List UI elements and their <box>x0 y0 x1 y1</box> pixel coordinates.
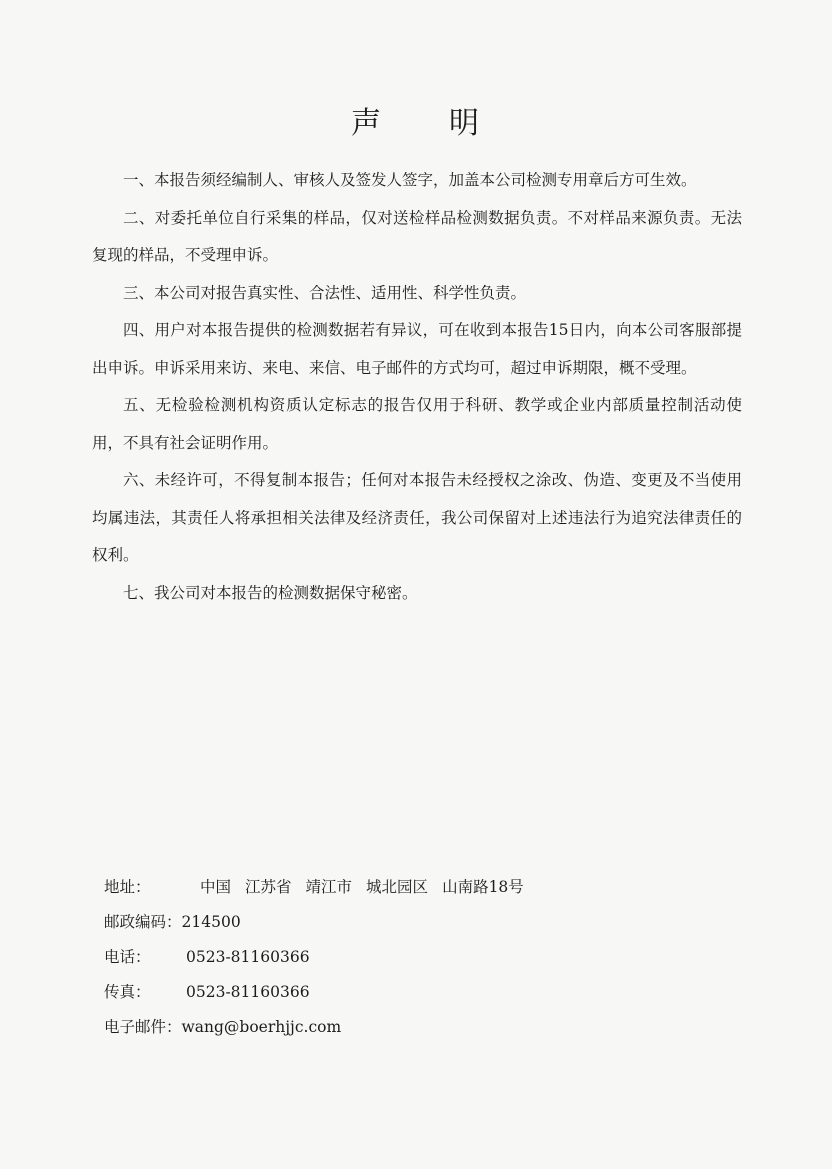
clause-3: 三、本公司对报告真实性、合法性、适用性、科学性负责。 <box>123 283 527 302</box>
postcode-label: 邮政编码： <box>104 913 182 931</box>
address-row <box>104 870 704 905</box>
fax-label: 传真： <box>104 983 151 1001</box>
fax-value: 0523-81160366 <box>186 983 310 1001</box>
email-row <box>104 1010 704 1045</box>
phone-value: 0523-81160366 <box>186 948 310 966</box>
postcode-value: 214500 <box>181 913 241 931</box>
postcode-row <box>104 905 704 940</box>
address-street: 山南路18号 <box>442 878 524 896</box>
address-country: 中国 <box>200 878 232 896</box>
clause-6: 六、未经许可，不得复制本报告；任何对本报告未经授权之涂改、伪造、变更及不当使用均属违法，其责任人将承担相关法律及经济责任，我公司保留对上述违法行为追究法律责任的权利。 <box>92 471 742 564</box>
address-province: 江苏省 <box>245 878 292 896</box>
phone-label: 电话： <box>104 948 151 966</box>
title-char: 明 <box>449 106 481 141</box>
address-label: 地址： <box>104 878 151 896</box>
email-label: 电子邮件： <box>104 1018 182 1036</box>
fax-row <box>104 975 704 1010</box>
title-char: 声 <box>351 106 383 141</box>
phone-row <box>104 940 704 975</box>
statement-clauses <box>92 162 742 612</box>
clause-7: 七、我公司对本报告的检测数据保守秘密。 <box>123 583 418 602</box>
clause-2: 二、对委托单位自行采集的样品，仅对送检样品检测数据负责。不对样品来源负责。无法复现的样品，不受理申诉。 <box>92 208 742 264</box>
contact-block <box>104 870 704 1045</box>
address-city: 靖江市 <box>305 878 353 896</box>
email-value[interactable]: wang@boerhjjc.com <box>181 1018 342 1036</box>
clause-1: 一、本报告须经编制人、审核人及签发人签字，加盖本公司检测专用章后方可生效。 <box>123 171 697 189</box>
address-district: 城北园区 <box>366 878 429 896</box>
page-title <box>0 98 832 142</box>
clause-5: 五、无检验检测机构资质认定标志的报告仅用于科研、教学或企业内部质量控制活动使用，不具有社会证明作用。 <box>92 396 742 452</box>
clause-4: 四、用户对本报告提供的检测数据若有异议，可在收到本报告15日内，向本公司客服部提出申诉。申诉采用来访、来电、来信、电子邮件的方式均可，超过申诉期限，概不受理。 <box>92 321 742 377</box>
